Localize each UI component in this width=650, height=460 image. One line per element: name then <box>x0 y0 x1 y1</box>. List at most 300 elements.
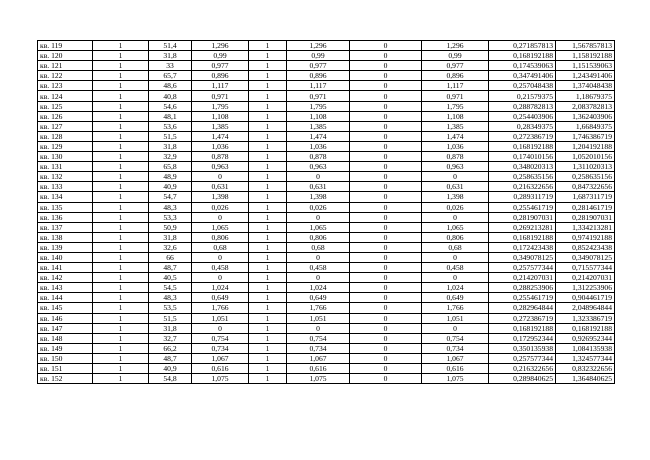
share-cell: 0,257577344 <box>489 263 556 273</box>
table-row <box>38 283 615 293</box>
coef-cell: 1 <box>249 162 287 172</box>
value-cell: 1,024 <box>192 283 249 293</box>
share-cell: 0,257577344 <box>489 353 556 363</box>
apartment-cell: кв. 139 <box>38 242 93 252</box>
correction-cell: 0 <box>350 353 422 363</box>
adjusted-value-cell: 0,896 <box>287 71 350 81</box>
correction-cell: 0 <box>350 333 422 343</box>
correction-cell: 0 <box>350 283 422 293</box>
sum-cell: 1,362403906 <box>556 111 615 121</box>
correction-cell: 0 <box>350 61 422 71</box>
apartment-charges-table <box>37 40 615 384</box>
table-row <box>38 323 615 333</box>
share-cell: 0,168192188 <box>489 51 556 61</box>
count-cell: 1 <box>93 364 149 374</box>
total-value-cell: 1,036 <box>422 141 489 151</box>
count-cell: 1 <box>93 273 149 283</box>
count-cell: 1 <box>93 293 149 303</box>
area-cell: 51,5 <box>149 313 192 323</box>
table-row <box>38 263 615 273</box>
area-cell: 48,7 <box>149 263 192 273</box>
value-cell: 0,631 <box>192 182 249 192</box>
adjusted-value-cell: 1,051 <box>287 313 350 323</box>
coef-cell: 1 <box>249 182 287 192</box>
coef-cell: 1 <box>249 222 287 232</box>
table-row <box>38 111 615 121</box>
count-cell: 1 <box>93 353 149 363</box>
apartment-cell: кв. 149 <box>38 343 93 353</box>
coef-cell: 1 <box>249 141 287 151</box>
table-row <box>38 343 615 353</box>
area-cell: 51,4 <box>149 41 192 51</box>
total-value-cell: 1,108 <box>422 111 489 121</box>
sum-cell: 1,374048438 <box>556 81 615 91</box>
count-cell: 1 <box>93 101 149 111</box>
value-cell: 1,108 <box>192 111 249 121</box>
area-cell: 40,5 <box>149 273 192 283</box>
apartment-cell: кв. 141 <box>38 263 93 273</box>
table-row <box>38 152 615 162</box>
total-value-cell: 1,766 <box>422 303 489 313</box>
adjusted-value-cell: 1,385 <box>287 121 350 131</box>
share-cell: 0,174010156 <box>489 152 556 162</box>
coef-cell: 1 <box>249 283 287 293</box>
adjusted-value-cell: 0,458 <box>287 263 350 273</box>
share-cell: 0,257048438 <box>489 81 556 91</box>
coef-cell: 1 <box>249 121 287 131</box>
coef-cell: 1 <box>249 252 287 262</box>
value-cell: 0,99 <box>192 51 249 61</box>
count-cell: 1 <box>93 162 149 172</box>
sum-cell: 1,204192188 <box>556 141 615 151</box>
value-cell: 0,963 <box>192 162 249 172</box>
adjusted-value-cell: 0,734 <box>287 343 350 353</box>
coef-cell: 1 <box>249 111 287 121</box>
apartment-cell: кв. 136 <box>38 212 93 222</box>
count-cell: 1 <box>93 232 149 242</box>
adjusted-value-cell: 0,878 <box>287 152 350 162</box>
adjusted-value-cell: 1,795 <box>287 101 350 111</box>
table-row <box>38 71 615 81</box>
count-cell: 1 <box>93 91 149 101</box>
correction-cell: 0 <box>350 293 422 303</box>
coef-cell: 1 <box>249 81 287 91</box>
total-value-cell: 0,026 <box>422 202 489 212</box>
apartment-cell: кв. 130 <box>38 152 93 162</box>
correction-cell: 0 <box>350 131 422 141</box>
share-cell: 0,282964844 <box>489 303 556 313</box>
table-body <box>38 41 615 384</box>
value-cell: 0,977 <box>192 61 249 71</box>
sum-cell: 0,926952344 <box>556 333 615 343</box>
total-value-cell: 0,806 <box>422 232 489 242</box>
table-row <box>38 172 615 182</box>
count-cell: 1 <box>93 263 149 273</box>
share-cell: 0,172952344 <box>489 333 556 343</box>
share-cell: 0,289311719 <box>489 192 556 202</box>
coef-cell: 1 <box>249 323 287 333</box>
table-row <box>38 364 615 374</box>
total-value-cell: 0 <box>422 323 489 333</box>
total-value-cell: 0 <box>422 252 489 262</box>
value-cell: 0 <box>192 252 249 262</box>
sum-cell: 0,258635156 <box>556 172 615 182</box>
adjusted-value-cell: 1,117 <box>287 81 350 91</box>
area-cell: 53,3 <box>149 212 192 222</box>
count-cell: 1 <box>93 202 149 212</box>
share-cell: 0,254403906 <box>489 111 556 121</box>
adjusted-value-cell: 0 <box>287 252 350 262</box>
adjusted-value-cell: 0,806 <box>287 232 350 242</box>
apartment-cell: кв. 133 <box>38 182 93 192</box>
total-value-cell: 1,117 <box>422 81 489 91</box>
coef-cell: 1 <box>249 343 287 353</box>
adjusted-value-cell: 0 <box>287 212 350 222</box>
coef-cell: 1 <box>249 131 287 141</box>
area-cell: 65,8 <box>149 162 192 172</box>
correction-cell: 0 <box>350 101 422 111</box>
correction-cell: 0 <box>350 111 422 121</box>
apartment-cell: кв. 121 <box>38 61 93 71</box>
coef-cell: 1 <box>249 273 287 283</box>
area-cell: 48,3 <box>149 202 192 212</box>
apartment-cell: кв. 150 <box>38 353 93 363</box>
value-cell: 0 <box>192 172 249 182</box>
sum-cell: 2,048964844 <box>556 303 615 313</box>
area-cell: 32,7 <box>149 333 192 343</box>
total-value-cell: 0 <box>422 212 489 222</box>
area-cell: 40,8 <box>149 91 192 101</box>
apartment-cell: кв. 126 <box>38 111 93 121</box>
share-cell: 0,348020313 <box>489 162 556 172</box>
value-cell: 0 <box>192 323 249 333</box>
share-cell: 0,349078125 <box>489 252 556 262</box>
total-value-cell: 1,067 <box>422 353 489 363</box>
sum-cell: 1,312253906 <box>556 283 615 293</box>
sum-cell: 0,715577344 <box>556 263 615 273</box>
correction-cell: 0 <box>350 232 422 242</box>
area-cell: 65,7 <box>149 71 192 81</box>
sum-cell: 0,974192188 <box>556 232 615 242</box>
table-row <box>38 273 615 283</box>
correction-cell: 0 <box>350 313 422 323</box>
adjusted-value-cell: 0,68 <box>287 242 350 252</box>
value-cell: 0,806 <box>192 232 249 242</box>
sum-cell: 1,158192188 <box>556 51 615 61</box>
sum-cell: 1,052010156 <box>556 152 615 162</box>
value-cell: 0,026 <box>192 202 249 212</box>
sum-cell: 0,832322656 <box>556 364 615 374</box>
correction-cell: 0 <box>350 51 422 61</box>
sum-cell: 1,18679375 <box>556 91 615 101</box>
share-cell: 0,168192188 <box>489 141 556 151</box>
sum-cell: 1,084135938 <box>556 343 615 353</box>
table-row <box>38 131 615 141</box>
total-value-cell: 0,963 <box>422 162 489 172</box>
count-cell: 1 <box>93 111 149 121</box>
area-cell: 48,1 <box>149 111 192 121</box>
apartment-cell: кв. 124 <box>38 91 93 101</box>
share-cell: 0,272386719 <box>489 313 556 323</box>
total-value-cell: 1,296 <box>422 41 489 51</box>
value-cell: 0,896 <box>192 71 249 81</box>
total-value-cell: 1,795 <box>422 101 489 111</box>
total-value-cell: 0,99 <box>422 51 489 61</box>
total-value-cell: 0,68 <box>422 242 489 252</box>
correction-cell: 0 <box>350 71 422 81</box>
value-cell: 1,065 <box>192 222 249 232</box>
area-cell: 54,6 <box>149 101 192 111</box>
count-cell: 1 <box>93 374 149 384</box>
share-cell: 0,174539063 <box>489 61 556 71</box>
correction-cell: 0 <box>350 323 422 333</box>
total-value-cell: 0 <box>422 172 489 182</box>
sum-cell: 1,567857813 <box>556 41 615 51</box>
table-row <box>38 162 615 172</box>
share-cell: 0,271857813 <box>489 41 556 51</box>
share-cell: 0,288782813 <box>489 101 556 111</box>
count-cell: 1 <box>93 222 149 232</box>
sum-cell: 1,311020313 <box>556 162 615 172</box>
correction-cell: 0 <box>350 121 422 131</box>
count-cell: 1 <box>93 283 149 293</box>
apartment-cell: кв. 142 <box>38 273 93 283</box>
table-row <box>38 333 615 343</box>
coef-cell: 1 <box>249 333 287 343</box>
correction-cell: 0 <box>350 141 422 151</box>
total-value-cell: 0,878 <box>422 152 489 162</box>
share-cell: 0,214207031 <box>489 273 556 283</box>
share-cell: 0,255461719 <box>489 202 556 212</box>
table-row <box>38 192 615 202</box>
area-cell: 66,2 <box>149 343 192 353</box>
value-cell: 1,766 <box>192 303 249 313</box>
document-page <box>37 40 614 384</box>
count-cell: 1 <box>93 71 149 81</box>
value-cell: 0,754 <box>192 333 249 343</box>
area-cell: 40,9 <box>149 364 192 374</box>
value-cell: 0 <box>192 273 249 283</box>
value-cell: 1,296 <box>192 41 249 51</box>
share-cell: 0,272386719 <box>489 131 556 141</box>
count-cell: 1 <box>93 242 149 252</box>
correction-cell: 0 <box>350 202 422 212</box>
adjusted-value-cell: 1,065 <box>287 222 350 232</box>
coef-cell: 1 <box>249 192 287 202</box>
adjusted-value-cell: 1,766 <box>287 303 350 313</box>
count-cell: 1 <box>93 343 149 353</box>
correction-cell: 0 <box>350 172 422 182</box>
count-cell: 1 <box>93 121 149 131</box>
share-cell: 0,255461719 <box>489 293 556 303</box>
total-value-cell: 0,896 <box>422 71 489 81</box>
area-cell: 31,8 <box>149 51 192 61</box>
correction-cell: 0 <box>350 182 422 192</box>
table-row <box>38 41 615 51</box>
coef-cell: 1 <box>249 374 287 384</box>
adjusted-value-cell: 1,036 <box>287 141 350 151</box>
coef-cell: 1 <box>249 71 287 81</box>
count-cell: 1 <box>93 182 149 192</box>
total-value-cell: 1,051 <box>422 313 489 323</box>
adjusted-value-cell: 0,99 <box>287 51 350 61</box>
adjusted-value-cell: 1,296 <box>287 41 350 51</box>
area-cell: 54,8 <box>149 374 192 384</box>
count-cell: 1 <box>93 172 149 182</box>
total-value-cell: 1,065 <box>422 222 489 232</box>
correction-cell: 0 <box>350 364 422 374</box>
total-value-cell: 0,734 <box>422 343 489 353</box>
sum-cell: 1,66849375 <box>556 121 615 131</box>
total-value-cell: 0,458 <box>422 263 489 273</box>
sum-cell: 0,847322656 <box>556 182 615 192</box>
sum-cell: 1,243491406 <box>556 71 615 81</box>
correction-cell: 0 <box>350 192 422 202</box>
value-cell: 1,117 <box>192 81 249 91</box>
count-cell: 1 <box>93 141 149 151</box>
table-row <box>38 61 615 71</box>
apartment-cell: кв. 125 <box>38 101 93 111</box>
table-row <box>38 313 615 323</box>
share-cell: 0,168192188 <box>489 323 556 333</box>
area-cell: 31,8 <box>149 323 192 333</box>
total-value-cell: 1,024 <box>422 283 489 293</box>
apartment-cell: кв. 138 <box>38 232 93 242</box>
adjusted-value-cell: 0 <box>287 323 350 333</box>
adjusted-value-cell: 0,631 <box>287 182 350 192</box>
share-cell: 0,258635156 <box>489 172 556 182</box>
apartment-cell: кв. 128 <box>38 131 93 141</box>
correction-cell: 0 <box>350 212 422 222</box>
adjusted-value-cell: 1,024 <box>287 283 350 293</box>
area-cell: 32,6 <box>149 242 192 252</box>
table-row <box>38 232 615 242</box>
correction-cell: 0 <box>350 273 422 283</box>
count-cell: 1 <box>93 41 149 51</box>
correction-cell: 0 <box>350 343 422 353</box>
table-row <box>38 81 615 91</box>
apartment-cell: кв. 132 <box>38 172 93 182</box>
count-cell: 1 <box>93 323 149 333</box>
area-cell: 31,8 <box>149 232 192 242</box>
total-value-cell: 1,075 <box>422 374 489 384</box>
adjusted-value-cell: 0,754 <box>287 333 350 343</box>
adjusted-value-cell: 1,108 <box>287 111 350 121</box>
value-cell: 0,734 <box>192 343 249 353</box>
share-cell: 0,289840625 <box>489 374 556 384</box>
apartment-cell: кв. 140 <box>38 252 93 262</box>
count-cell: 1 <box>93 333 149 343</box>
share-cell: 0,172423438 <box>489 242 556 252</box>
apartment-cell: кв. 134 <box>38 192 93 202</box>
area-cell: 31,8 <box>149 141 192 151</box>
apartment-cell: кв. 131 <box>38 162 93 172</box>
sum-cell: 0,214207031 <box>556 273 615 283</box>
apartment-cell: кв. 148 <box>38 333 93 343</box>
apartment-cell: кв. 122 <box>38 71 93 81</box>
total-value-cell: 0,616 <box>422 364 489 374</box>
area-cell: 54,5 <box>149 283 192 293</box>
area-cell: 48,3 <box>149 293 192 303</box>
adjusted-value-cell: 0,971 <box>287 91 350 101</box>
table-row <box>38 121 615 131</box>
coef-cell: 1 <box>249 212 287 222</box>
apartment-cell: кв. 146 <box>38 313 93 323</box>
coef-cell: 1 <box>249 91 287 101</box>
correction-cell: 0 <box>350 162 422 172</box>
coef-cell: 1 <box>249 41 287 51</box>
value-cell: 1,795 <box>192 101 249 111</box>
value-cell: 0,68 <box>192 242 249 252</box>
table-row <box>38 141 615 151</box>
table-row <box>38 222 615 232</box>
value-cell: 1,051 <box>192 313 249 323</box>
sum-cell: 1,151539063 <box>556 61 615 71</box>
apartment-cell: кв. 152 <box>38 374 93 384</box>
correction-cell: 0 <box>350 91 422 101</box>
sum-cell: 1,364840625 <box>556 374 615 384</box>
correction-cell: 0 <box>350 374 422 384</box>
share-cell: 0,21579375 <box>489 91 556 101</box>
coef-cell: 1 <box>249 232 287 242</box>
sum-cell: 0,349078125 <box>556 252 615 262</box>
area-cell: 40,9 <box>149 182 192 192</box>
total-value-cell: 0 <box>422 273 489 283</box>
sum-cell: 2,083782813 <box>556 101 615 111</box>
area-cell: 54,7 <box>149 192 192 202</box>
share-cell: 0,216322656 <box>489 182 556 192</box>
area-cell: 53,5 <box>149 303 192 313</box>
sum-cell: 1,687311719 <box>556 192 615 202</box>
area-cell: 48,7 <box>149 353 192 363</box>
sum-cell: 1,324577344 <box>556 353 615 363</box>
correction-cell: 0 <box>350 252 422 262</box>
coef-cell: 1 <box>249 101 287 111</box>
count-cell: 1 <box>93 303 149 313</box>
total-value-cell: 0,971 <box>422 91 489 101</box>
adjusted-value-cell: 0,963 <box>287 162 350 172</box>
correction-cell: 0 <box>350 263 422 273</box>
value-cell: 0,616 <box>192 364 249 374</box>
apartment-cell: кв. 143 <box>38 283 93 293</box>
table-row <box>38 252 615 262</box>
adjusted-value-cell: 1,398 <box>287 192 350 202</box>
value-cell: 1,067 <box>192 353 249 363</box>
value-cell: 1,075 <box>192 374 249 384</box>
sum-cell: 1,746386719 <box>556 131 615 141</box>
coef-cell: 1 <box>249 51 287 61</box>
share-cell: 0,347491406 <box>489 71 556 81</box>
count-cell: 1 <box>93 212 149 222</box>
apartment-cell: кв. 147 <box>38 323 93 333</box>
sum-cell: 1,323386719 <box>556 313 615 323</box>
apartment-cell: кв. 145 <box>38 303 93 313</box>
value-cell: 0,649 <box>192 293 249 303</box>
value-cell: 1,036 <box>192 141 249 151</box>
sum-cell: 0,168192188 <box>556 323 615 333</box>
adjusted-value-cell: 1,067 <box>287 353 350 363</box>
value-cell: 0,971 <box>192 91 249 101</box>
adjusted-value-cell: 0,977 <box>287 61 350 71</box>
value-cell: 1,474 <box>192 131 249 141</box>
coef-cell: 1 <box>249 353 287 363</box>
coef-cell: 1 <box>249 202 287 212</box>
count-cell: 1 <box>93 152 149 162</box>
adjusted-value-cell: 0,026 <box>287 202 350 212</box>
apartment-cell: кв. 151 <box>38 364 93 374</box>
apartment-cell: кв. 123 <box>38 81 93 91</box>
share-cell: 0,216322656 <box>489 364 556 374</box>
